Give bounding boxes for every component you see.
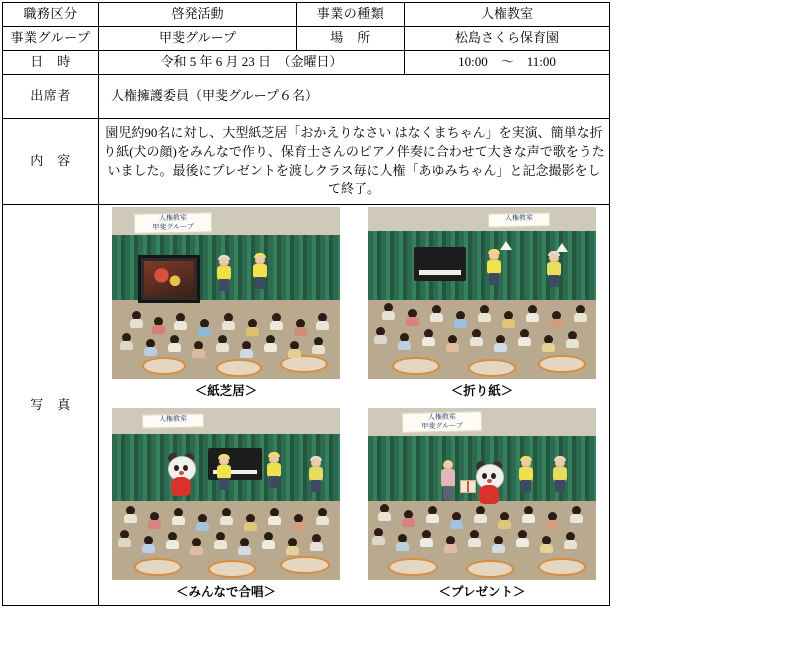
- photo-picture-card: [144, 261, 194, 297]
- photo-child: [470, 329, 483, 346]
- photo-child: [444, 536, 457, 553]
- photo-child: [474, 506, 487, 523]
- table-row: [3, 75, 610, 119]
- photo-child: [426, 506, 439, 523]
- table-row: [3, 119, 610, 205]
- photo-piano: [414, 247, 466, 281]
- photo-child: [316, 508, 329, 525]
- photo-child: [478, 305, 491, 322]
- photo-child: [152, 317, 165, 334]
- table-row: [3, 205, 610, 606]
- photo-floor-mat: [468, 359, 516, 377]
- photo-child: [220, 508, 233, 525]
- photo-child: [198, 319, 211, 336]
- photo-floor-mat: [392, 357, 440, 375]
- torso: [487, 260, 501, 274]
- mascot-body: [171, 477, 191, 496]
- photo-adult: [552, 458, 568, 492]
- photo-child: [502, 311, 515, 328]
- torso: [519, 467, 533, 481]
- legs: [549, 275, 559, 287]
- photo-child: [372, 528, 385, 545]
- photo-child: [172, 508, 185, 525]
- photo-banner: 人権教室: [488, 212, 550, 227]
- torso: [547, 262, 561, 276]
- photo-kamishibai: [112, 207, 340, 379]
- photo-child: [268, 508, 281, 525]
- photo-child: [450, 512, 463, 529]
- photo-child: [494, 335, 507, 352]
- photo-floor-mat: [134, 558, 182, 576]
- photo-child: [498, 512, 511, 529]
- photo-child: [144, 339, 157, 356]
- job-category-label: 職務区分: [3, 3, 99, 27]
- photo-child: [540, 536, 553, 553]
- photo-item: [366, 207, 598, 402]
- photo-child: [120, 333, 133, 350]
- job-category-value: 啓発活動: [99, 3, 297, 27]
- photo-caption: ＜折り紙＞: [450, 384, 514, 398]
- legs: [219, 279, 229, 291]
- photos-label: 写 真: [3, 205, 99, 606]
- photo-child: [216, 335, 229, 352]
- photo-child: [142, 536, 155, 553]
- photo-adult: [486, 251, 502, 285]
- document-page: [0, 2, 800, 670]
- photo-origami: [368, 207, 596, 379]
- photo-child: [130, 311, 143, 328]
- photo-child: [222, 313, 235, 330]
- photo-adult: [546, 253, 562, 287]
- photo-caption: ＜みんなで合唱＞: [175, 585, 276, 600]
- photo-chorus: [112, 408, 340, 580]
- photo-floor-mat: [280, 556, 330, 574]
- photo-child: [468, 530, 481, 547]
- photo-child: [294, 319, 307, 336]
- photo-child: [288, 341, 301, 358]
- photo-adult: [216, 257, 232, 291]
- photo-child: [262, 532, 275, 549]
- business-type-label: 事業の種類: [297, 3, 405, 27]
- photo-child: [406, 309, 419, 326]
- date-value: 令和 5 年 6 月 23 日 （金曜日）: [99, 51, 405, 75]
- group-label: 事業グループ: [3, 27, 99, 51]
- attendees-label: 出席者: [3, 75, 99, 119]
- torso: [267, 463, 281, 477]
- legs: [443, 486, 453, 500]
- gift-icon: [460, 480, 476, 493]
- photo-floor-mat: [208, 560, 256, 578]
- photo-child: [522, 506, 535, 523]
- torso: [309, 467, 323, 481]
- photo-child: [518, 329, 531, 346]
- photo-row: [103, 207, 605, 402]
- photo-origami-shape: [500, 241, 512, 250]
- photo-child: [564, 532, 577, 549]
- photo-floor-mat: [388, 558, 438, 576]
- photo-child: [264, 335, 277, 352]
- photo-child: [240, 341, 253, 358]
- photo-adult: [440, 460, 456, 500]
- legs: [489, 273, 499, 285]
- torso: [553, 467, 567, 481]
- group-value: 甲斐グループ: [99, 27, 297, 51]
- torso: [217, 465, 231, 479]
- torso: [217, 266, 231, 280]
- photo-adult: [518, 458, 534, 492]
- datetime-label: 日 時: [3, 51, 99, 75]
- photo-child: [190, 538, 203, 555]
- photo-child: [244, 514, 257, 531]
- photo-child: [420, 530, 433, 547]
- photo-caption: ＜紙芝居＞: [194, 384, 258, 398]
- content-label: 内 容: [3, 119, 99, 205]
- photo-child: [566, 331, 579, 348]
- photo-child: [192, 341, 205, 358]
- photo-child: [166, 532, 179, 549]
- place-label: 場 所: [297, 27, 405, 51]
- photo-adult: [252, 255, 268, 289]
- photo-adult: [216, 456, 232, 490]
- mascot-body: [479, 485, 499, 504]
- legs: [311, 480, 321, 492]
- photo-floor-mat: [216, 359, 262, 377]
- photo-child: [174, 313, 187, 330]
- photo-child: [430, 305, 443, 322]
- photo-child: [546, 512, 559, 529]
- photo-child: [446, 335, 459, 352]
- legs: [555, 480, 565, 492]
- photo-child: [148, 512, 161, 529]
- photo-adult: [266, 454, 282, 488]
- attendees-value: 人権擁護委員（甲斐グループ６名）: [99, 75, 610, 119]
- content-value: 園児約90名に対し、大型紙芝居「おかえりなさい はなくまちゃん」を実演、簡単な折り紙(犬の顔)をみんなで作り、保育士さんのピアノ伴奏に合わせて大きな声で歌をうたいました。最後にプレゼントを渡しクラス毎に人権「あゆみちゃん」と記念撮影をして終了。: [99, 119, 610, 205]
- legs: [521, 480, 531, 492]
- torso: [441, 469, 455, 487]
- photo-row: [103, 408, 605, 603]
- photo-child: [118, 530, 131, 547]
- photo-child: [374, 327, 387, 344]
- legs: [219, 478, 229, 490]
- photo-child: [550, 311, 563, 328]
- photo-caption: ＜プレゼント＞: [438, 585, 526, 600]
- photo-child: [286, 538, 299, 555]
- photo-child: [402, 510, 415, 527]
- photo-child: [378, 504, 391, 521]
- photo-item: [110, 207, 342, 402]
- photo-adult: [308, 458, 324, 492]
- mascot-icon: [168, 456, 194, 496]
- table-row: [3, 27, 610, 51]
- photo-child: [570, 506, 583, 523]
- activity-report-table: [2, 2, 610, 606]
- table-row: [3, 3, 610, 27]
- photo-child: [238, 538, 251, 555]
- photos-cell: [99, 205, 610, 606]
- photo-banner: 人権教室: [142, 413, 204, 428]
- photo-child: [214, 532, 227, 549]
- photo-banner: 人権教室 甲斐グループ: [134, 212, 212, 234]
- photo-child: [398, 333, 411, 350]
- photo-child: [422, 329, 435, 346]
- photo-child: [246, 319, 259, 336]
- photo-child: [196, 514, 209, 531]
- photo-child: [168, 335, 181, 352]
- photo-child: [526, 305, 539, 322]
- photo-child: [382, 303, 395, 320]
- photo-child: [124, 506, 137, 523]
- photo-grid: [103, 207, 605, 603]
- photo-origami-shape: [556, 243, 568, 252]
- photo-floor-mat: [142, 357, 186, 375]
- legs: [255, 277, 265, 289]
- business-type-value: 人権教室: [405, 3, 610, 27]
- photo-child: [396, 534, 409, 551]
- photo-item: [366, 408, 598, 603]
- photo-child: [516, 530, 529, 547]
- photo-kamishibai-stage: [138, 255, 200, 303]
- photo-floor-mat: [538, 355, 586, 373]
- time-value: 10:00 〜 11:00: [405, 51, 610, 75]
- photo-child: [316, 313, 329, 330]
- photo-present: [368, 408, 596, 580]
- photo-banner: 人権教室 甲斐グループ: [402, 411, 482, 433]
- photo-item: [110, 408, 342, 603]
- photo-child: [292, 514, 305, 531]
- mascot-icon: [476, 464, 502, 504]
- photo-floor-mat: [466, 560, 514, 578]
- torso: [253, 264, 267, 278]
- photo-child: [492, 536, 505, 553]
- photo-child: [454, 311, 467, 328]
- photo-child: [574, 305, 587, 322]
- photo-child: [270, 313, 283, 330]
- place-value: 松島さくら保育園: [405, 27, 610, 51]
- photo-child: [312, 337, 325, 354]
- table-row: [3, 51, 610, 75]
- photo-child: [542, 335, 555, 352]
- legs: [269, 476, 279, 488]
- photo-child: [310, 534, 323, 551]
- photo-floor-mat: [538, 558, 586, 576]
